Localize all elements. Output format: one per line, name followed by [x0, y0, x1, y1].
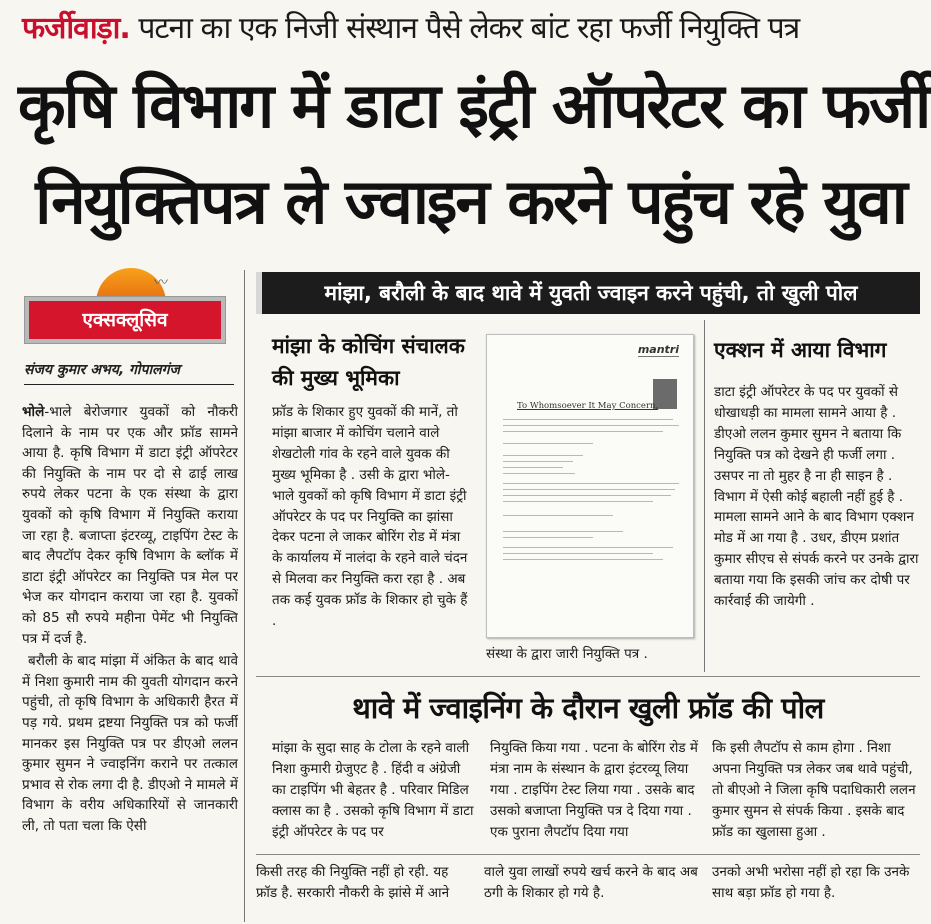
section-1-heading-line-1: मांझा के कोचिंग संचालक — [272, 334, 465, 358]
badge-frame — [24, 296, 226, 344]
section-3-col-3: कि इसी लैपटॉप से काम होगा . निशा अपना नियुक्ति पत्र लेकर जब थावे पहुंची, तो बीएओ ने जिला कृषि पदाधिकारी ललन कुमार सुमन से संपर्क किया . इसके बाद फ्रॉड का खुलासा हुआ . — [712, 740, 916, 840]
bottom-col-2: वाले युवा लाखों रुपये खर्च करने के बाद अब ठगी के शिकार हो गये है. — [484, 864, 698, 901]
section-2-body: डाटा इंट्री ऑपरेटर के पद पर युवकों से धोखाधड़ी का मामला सामने आया है . डीएओ ललन कुमार सुमन ने बताया कि नियुक्ति पत्र को देखने ही फर्जी लगा . उसपर ना तो मुहर है ना ही साइन है . विभाग में ऐसी कोई बहाली नहीं हुई है . मामला सामने आने के बाद विभाग एक्शन मोड में आ गया है . उधर, डीएम प्रशांत कुमार सीएच से संपर्क करने पर उनके द्वारा बताया गया कि इसकी जांच कर दोषी पर कार्रवाई की जायेगी . — [714, 384, 919, 610]
section-3-col-1: मांझा के सुदा साह के टोला के रहने वाली निशा कुमारी ग्रेजुएट है . हिंदी व अंग्रेजी का टाइपिंग भी बेहतर है . परिवार मिडिल क्लास का है . उसको कृषि विभाग में डाटा इंट्री ऑपरेटर के पद पर — [272, 740, 474, 840]
section-3-col-2: नियुक्ति किया गया . पटना के बोरिंग रोड में मंत्रा नाम के संस्थान के द्वारा इंटरव्यू लिया गया . टाइपिंग टेस्ट लिया गया . उसके बाद उसको बजाप्ता नियुक्ति पत्र दे दिया गया . एक पुराना लैपटॉप दिया गया — [490, 740, 698, 840]
bottom-col-3: उनको अभी भरोसा नहीं हो रहा कि उनके साथ बड़ा फ्रॉड हो गया है. — [712, 864, 910, 901]
kicker-line — [22, 6, 922, 52]
dateline: भोले — [22, 404, 45, 420]
doc-logo: mantri — [637, 343, 679, 356]
exclusive-badge — [24, 268, 226, 344]
left-paragraph-2: बरौली के बाद मांझा में अंकित के बाद थावे में निशा कुमारी नाम की युवती योगदान करने पहुंची, तो कृषि विभाग के अधिकारी हैरत में पड़ गये. प्रथम द्रष्टया नियुक्ति पत्र को फर्जी मानकर इस नियुक्ति पत्र पर डीएओ ललन कुमार सुमन ने ज्वाइनिंग कराने पर तत्काल प्रभाव से रोक लगा दी है. डीएओ ने मामले में विभाग के वरीय अधिकारियों से जानकारी ली, तो पता चला कि ऐसी — [22, 653, 238, 834]
left-column — [22, 402, 238, 922]
image-caption: संस्था के द्वारा जारी नियुक्ति पत्र . — [486, 646, 648, 662]
kicker-label: फर्जीवाड़ा. — [22, 11, 130, 46]
headline-line-2: नियुक्तिपत्र ले ज्वाइन करने पहुंच रहे युवा — [35, 165, 906, 238]
column-divider — [244, 270, 245, 922]
appointment-letter-image — [486, 334, 694, 638]
left-paragraph-1 — [22, 402, 238, 649]
section-divider — [256, 676, 920, 677]
bottom-col-1: किसी तरह की नियुक्ति नहीं हो रही. यह फ्रॉड है. सरकारी नौकरी के झांसे में आने — [256, 864, 450, 901]
bird-icon: 〰 — [154, 275, 168, 291]
byline-divider — [24, 384, 234, 385]
byline: संजय कुमार अभय, गोपालगंज — [24, 362, 180, 378]
section-1-heading-line-2: की मुख्य भूमिका — [272, 366, 400, 390]
banner-subheadline: मांझा, बरौली के बाद थावे में युवती ज्वाइन करने पहुंची, तो खुली पोल — [256, 272, 920, 314]
badge-label: एक्सक्लूसिव — [29, 301, 221, 339]
kicker-text: पटना का एक निजी संस्थान पैसे लेकर बांट रहा फर्जी नियुक्ति पत्र — [138, 11, 800, 46]
bottom-divider — [256, 854, 920, 855]
left-paragraph-1-text: -भाले बेरोजगार युवकों को नौकरी दिलाने के नाम पर एक और फ्रॉड सामने आया है. कृषि विभाग में डाटा इंट्री ऑपरेटर की नियुक्ति के नाम पर दो से ढाई लाख रुपये लेकर पटना के एक संस्था के द्वारा युवकों को कृषि विभाग में नियुक्ति कराया जा रहा है. बजाप्ता इंटरव्यू, टाइपिंग टेस्ट के बाद लैपटॉप देकर कृषि विभाग के ब्लॉक में डाटा इंट्री ऑपरेटर का नियुक्ति पत्र मेल पर भेज कर योगदान कराया जा रहा है. युवकों को 85 सौ रुपये महीना पेमेंट भी नियुक्ति पत्र में दर्ज है. — [22, 404, 238, 647]
section-1-heading — [272, 330, 472, 394]
section-1-body: फ्रॉड के शिकार हुए युवकों की मानें, तो मांझा बाजार में कोचिंग चलाने वाले शेखटोली गांव के रहने वाले युवक की मुख्य भूमिका है . उसी के द्वारा भोले- भाले युवकों को कृषि विभाग में डाटा इंट्री ऑपरेटर के पद पर नियुक्ति का झांसा देकर पटना ले जाकर बोरिंग रोड में मंत्रा के कार्यालय में नालंदा के रहने वाले चंदन से मिलवा कर नियुक्ति करा रहा है . अब तक कई युवक फ्रॉड के शिकार हो चुके हैं . — [272, 404, 468, 630]
doc-title: To Whomsoever It May Concern, — [517, 401, 659, 411]
column-divider — [704, 320, 705, 672]
section-3-heading: थावे में ज्वाइनिंग के दौरान खुली फ्रॉड की पोल — [352, 691, 824, 725]
headline-line-1: कृषि विभाग में डाटा इंट्री ऑपरेटर का फर्जी — [18, 69, 930, 142]
section-2-heading: एक्शन में आया विभाग — [714, 338, 887, 362]
